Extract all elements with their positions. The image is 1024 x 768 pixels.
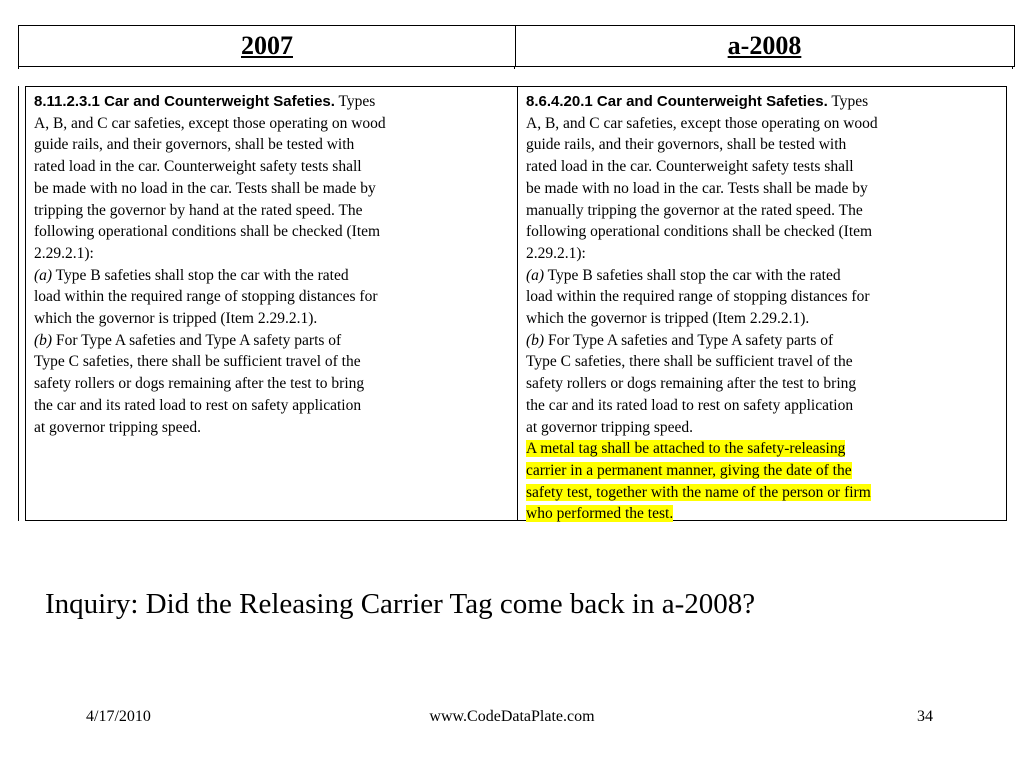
item-b-line: (b) For Type A safeties and Type A safety parts of <box>34 331 342 349</box>
highlighted-tag-text: carrier in a permanent manner, giving the date of the <box>526 461 852 479</box>
highlighted-tag-text: who performed the test. <box>526 505 674 523</box>
year-2007-header: 2007 <box>241 31 293 60</box>
text-line: following operational conditions shall be checked (Item <box>34 223 381 241</box>
highlighted-tag-text: safety test, together with the name of the person or firm <box>526 483 871 501</box>
text-line: at governor tripping speed. <box>526 418 694 436</box>
text-line: the car and its rated load to rest on safety application <box>34 396 362 414</box>
item-a-line: (a) Type B safeties shall stop the car with the rated <box>34 266 349 284</box>
text-line: manually tripping the governor at the rated speed. The <box>526 201 863 219</box>
text-line: Type C safeties, there shall be sufficient travel of the <box>34 353 361 371</box>
text-line: load within the required range of stopping distances for <box>526 288 870 306</box>
footer-date: 4/17/2010 <box>86 708 151 725</box>
footer-url: www.CodeDataPlate.com <box>429 708 595 725</box>
text-line: be made with no load in the car. Tests shall be made by <box>526 179 868 197</box>
text-line: be made with no load in the car. Tests shall be made by <box>34 179 376 197</box>
section-title: 8.6.4.20.1 Car and Counterweight Safeties. <box>526 93 828 110</box>
text-line: Type C safeties, there shall be sufficient travel of the <box>526 353 853 371</box>
text-line: 2.29.2.1): <box>34 244 94 262</box>
text-line: 2.29.2.1): <box>526 244 586 262</box>
text-line: the car and its rated load to rest on safety application <box>526 396 854 414</box>
text-line: rated load in the car. Counterweight safety tests shall <box>526 158 854 176</box>
left-edge-tick <box>18 66 19 69</box>
highlighted-tag-text: A metal tag shall be attached to the safety-releasing <box>526 440 846 458</box>
page-number: 34 <box>917 708 933 725</box>
text-line: A, B, and C car safeties, except those operating on wood <box>526 114 878 132</box>
mid-tick <box>514 66 515 69</box>
text-line: at governor tripping speed. <box>34 418 202 436</box>
item-a-line: (a) Type B safeties shall stop the car with the rated <box>526 266 841 284</box>
year-header-row <box>18 25 1015 67</box>
text-line: guide rails, and their governors, shall be tested with <box>34 136 355 154</box>
code-a-2008-column: 8.6.4.20.1 Car and Counterweight Safeties. Types A, B, and C car safeties, except those operating on wood guide rails, and their governors, shall be tested with rated load in the car. Counterweight safety tests shall be made with no load in the car. Tests shall be made by manually tripping the governor at the rated speed. The following operational conditions shall be checked (Item 2.29.2.1): (a) Type B safeties shall stop the car with the rated load within the required range of stopping distances for which the governor is tripped (Item 2.29.2.1). (b) For Type A safeties and Type A safety parts of Type C safeties, there shall be sufficient travel of the safety rollers or dogs remaining after the test to bring the car and its rated load to rest on safety application at governor tripping speed. A metal tag shall be attached to the safety-releasing carrier in a permanent manner, giving the date of the safety test, together with the name of the person or firm who performed the test. <box>517 86 1007 521</box>
text-line: safety rollers or dogs remaining after the test to bring <box>34 375 365 393</box>
item-b-line: (b) For Type A safeties and Type A safety parts of <box>526 331 834 349</box>
text-line: rated load in the car. Counterweight safety tests shall <box>34 158 362 176</box>
text-line: following operational conditions shall be checked (Item <box>526 223 873 241</box>
text-line: load within the required range of stopping distances for <box>34 288 378 306</box>
right-edge-tick <box>1012 66 1013 69</box>
inquiry-question: Inquiry: Did the Releasing Carrier Tag come back in a-2008? <box>45 588 756 620</box>
year-a-2008-header: a-2008 <box>727 31 802 60</box>
left-border-stub <box>18 86 19 521</box>
text-line: guide rails, and their governors, shall be tested with <box>526 136 847 154</box>
text-line: safety rollers or dogs remaining after the test to bring <box>526 375 857 393</box>
section-title: 8.11.2.3.1 Car and Counterweight Safeties. <box>34 93 335 110</box>
text-line: A, B, and C car safeties, except those operating on wood <box>34 114 386 132</box>
text-line: tripping the governor by hand at the rated speed. The <box>34 201 363 219</box>
text-line: which the governor is tripped (Item 2.29.2.1). <box>526 310 810 328</box>
code-2007-column: 8.11.2.3.1 Car and Counterweight Safeties. Types A, B, and C car safeties, except those operating on wood guide rails, and their governors, shall be tested with rated load in the car. Counterweight safety tests shall be made with no load in the car. Tests shall be made by tripping the governor by hand at the rated speed. The following operational conditions shall be checked (Item 2.29.2.1): (a) Type B safeties shall stop the car with the rated load within the required range of stopping distances for which the governor is tripped (Item 2.29.2.1). (b) For Type A safeties and Type A safety parts of Type C safeties, there shall be sufficient travel of the safety rollers or dogs remaining after the test to bring the car and its rated load to rest on safety application at governor tripping speed. <box>25 86 517 521</box>
text-line: which the governor is tripped (Item 2.29.2.1). <box>34 310 318 328</box>
